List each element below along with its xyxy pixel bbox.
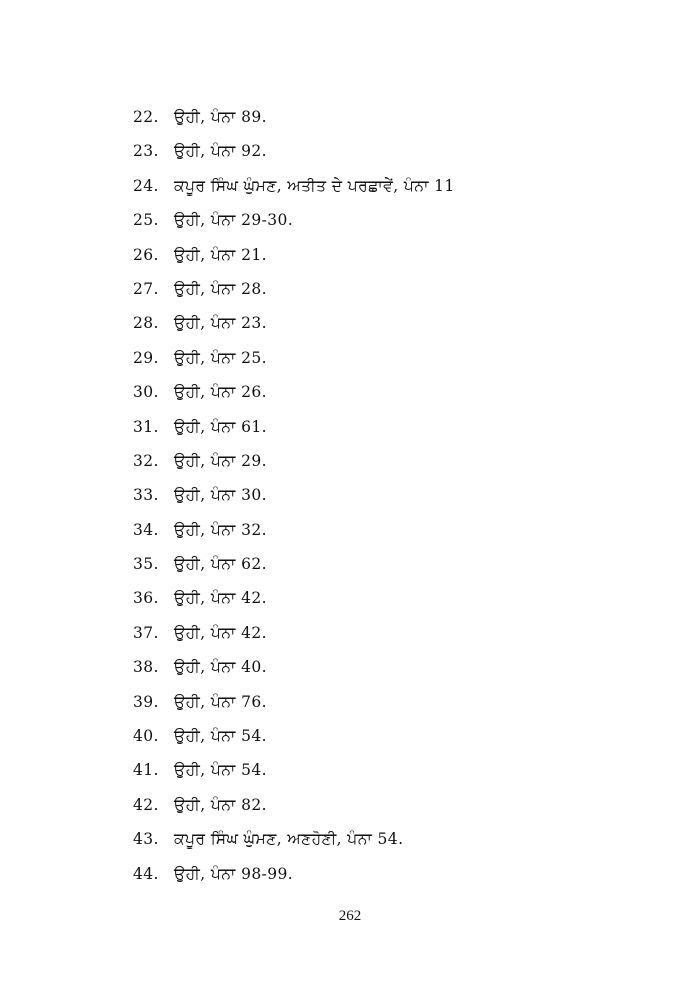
endnote-number: 23. xyxy=(133,142,159,161)
endnote-number: 35. xyxy=(133,555,159,574)
endnote-number: 27. xyxy=(133,279,159,298)
endnote-number: 40. xyxy=(133,727,159,746)
endnote-item xyxy=(133,585,455,619)
endnote-text: ਉਹੀ, ਪੰਨਾ 82. xyxy=(174,795,267,814)
endnote-item xyxy=(133,517,455,551)
endnote-number: 41. xyxy=(133,761,159,780)
endnote-item xyxy=(133,104,455,138)
endnote-number: 36. xyxy=(133,589,159,608)
endnote-text: ਉਹੀ, ਪੰਨਾ 92. xyxy=(174,142,267,161)
endnote-item xyxy=(133,276,455,310)
endnote-text: ਉਹੀ, ਪੰਨਾ 89. xyxy=(174,108,267,126)
endnote-number: 33. xyxy=(133,486,159,505)
endnote-text: ਉਹੀ, ਪੰਨਾ 30. xyxy=(174,486,267,505)
endnote-number: 44. xyxy=(133,864,159,883)
endnote-text: ਉਹੀ, ਪੰਨਾ 42. xyxy=(174,623,267,642)
endnote-number: 28. xyxy=(133,314,159,333)
endnote-text: ਉਹੀ, ਪੰਨਾ 54. xyxy=(174,727,267,746)
page-number: 262 xyxy=(338,908,362,924)
endnote-item xyxy=(133,414,455,448)
endnote-item xyxy=(133,723,455,757)
endnote-item xyxy=(133,482,455,516)
endnote-number: 24. xyxy=(133,176,159,195)
endnote-item xyxy=(133,551,455,585)
endnote-number: 22. xyxy=(133,108,159,126)
endnote-number: 32. xyxy=(133,451,159,470)
endnote-number: 29. xyxy=(133,348,159,367)
endnote-text: ਉਹੀ, ਪੰਨਾ 40. xyxy=(174,658,267,677)
endnote-item xyxy=(133,620,455,654)
endnote-item xyxy=(133,861,455,895)
endnotes-list xyxy=(133,104,455,895)
endnote-item xyxy=(133,689,455,723)
endnote-text: ਉਹੀ, ਪੰਨਾ 76. xyxy=(174,692,267,711)
endnote-number: 30. xyxy=(133,383,159,402)
endnote-item xyxy=(133,207,455,241)
endnote-text: ਉਹੀ, ਪੰਨਾ 23. xyxy=(174,314,267,333)
endnote-item xyxy=(133,826,455,860)
endnote-text: ਉਹੀ, ਪੰਨਾ 62. xyxy=(174,555,267,574)
endnote-item xyxy=(133,448,455,482)
endnote-number: 26. xyxy=(133,245,159,264)
endnote-text: ਉਹੀ, ਪੰਨਾ 61. xyxy=(174,417,267,436)
endnote-item xyxy=(133,173,455,207)
endnote-number: 25. xyxy=(133,211,159,230)
endnote-text: ਉਹੀ, ਪੰਨਾ 29. xyxy=(174,451,267,470)
endnote-number: 42. xyxy=(133,795,159,814)
endnote-text: ਕਪੂਰ ਸਿੰਘ ਘੁੰਮਣ, ਅਣਹੋਣੀ, ਪੰਨਾ 54. xyxy=(174,830,404,849)
endnote-item xyxy=(133,242,455,276)
endnote-text: ਉਹੀ, ਪੰਨਾ 29-30. xyxy=(174,211,294,230)
endnote-number: 39. xyxy=(133,692,159,711)
endnote-text: ਕਪੂਰ ਸਿੰਘ ਘੁੰਮਣ, ਅਤੀਤ ਦੇ ਪਰਛਾਵੇਂ, ਪੰਨਾ 11 xyxy=(174,176,455,195)
endnote-text: ਉਹੀ, ਪੰਨਾ 32. xyxy=(174,520,267,539)
endnote-item xyxy=(133,379,455,413)
endnote-text: ਉਹੀ, ਪੰਨਾ 42. xyxy=(174,589,267,608)
endnote-item xyxy=(133,138,455,172)
endnote-text: ਉਹੀ, ਪੰਨਾ 26. xyxy=(174,383,267,402)
endnote-number: 43. xyxy=(133,830,159,849)
endnote-item xyxy=(133,757,455,791)
endnote-text: ਉਹੀ, ਪੰਨਾ 28. xyxy=(174,279,267,298)
endnote-number: 37. xyxy=(133,623,159,642)
endnote-text: ਉਹੀ, ਪੰਨਾ 98-99. xyxy=(174,864,294,883)
endnote-number: 34. xyxy=(133,520,159,539)
endnote-number: 38. xyxy=(133,658,159,677)
endnote-text: ਉਹੀ, ਪੰਨਾ 21. xyxy=(174,245,267,264)
endnote-item xyxy=(133,792,455,826)
endnote-item xyxy=(133,310,455,344)
endnote-item xyxy=(133,654,455,688)
endnote-text: ਉਹੀ, ਪੰਨਾ 25. xyxy=(174,348,267,367)
endnote-item xyxy=(133,345,455,379)
endnote-number: 31. xyxy=(133,417,159,436)
endnote-text: ਉਹੀ, ਪੰਨਾ 54. xyxy=(174,761,267,780)
